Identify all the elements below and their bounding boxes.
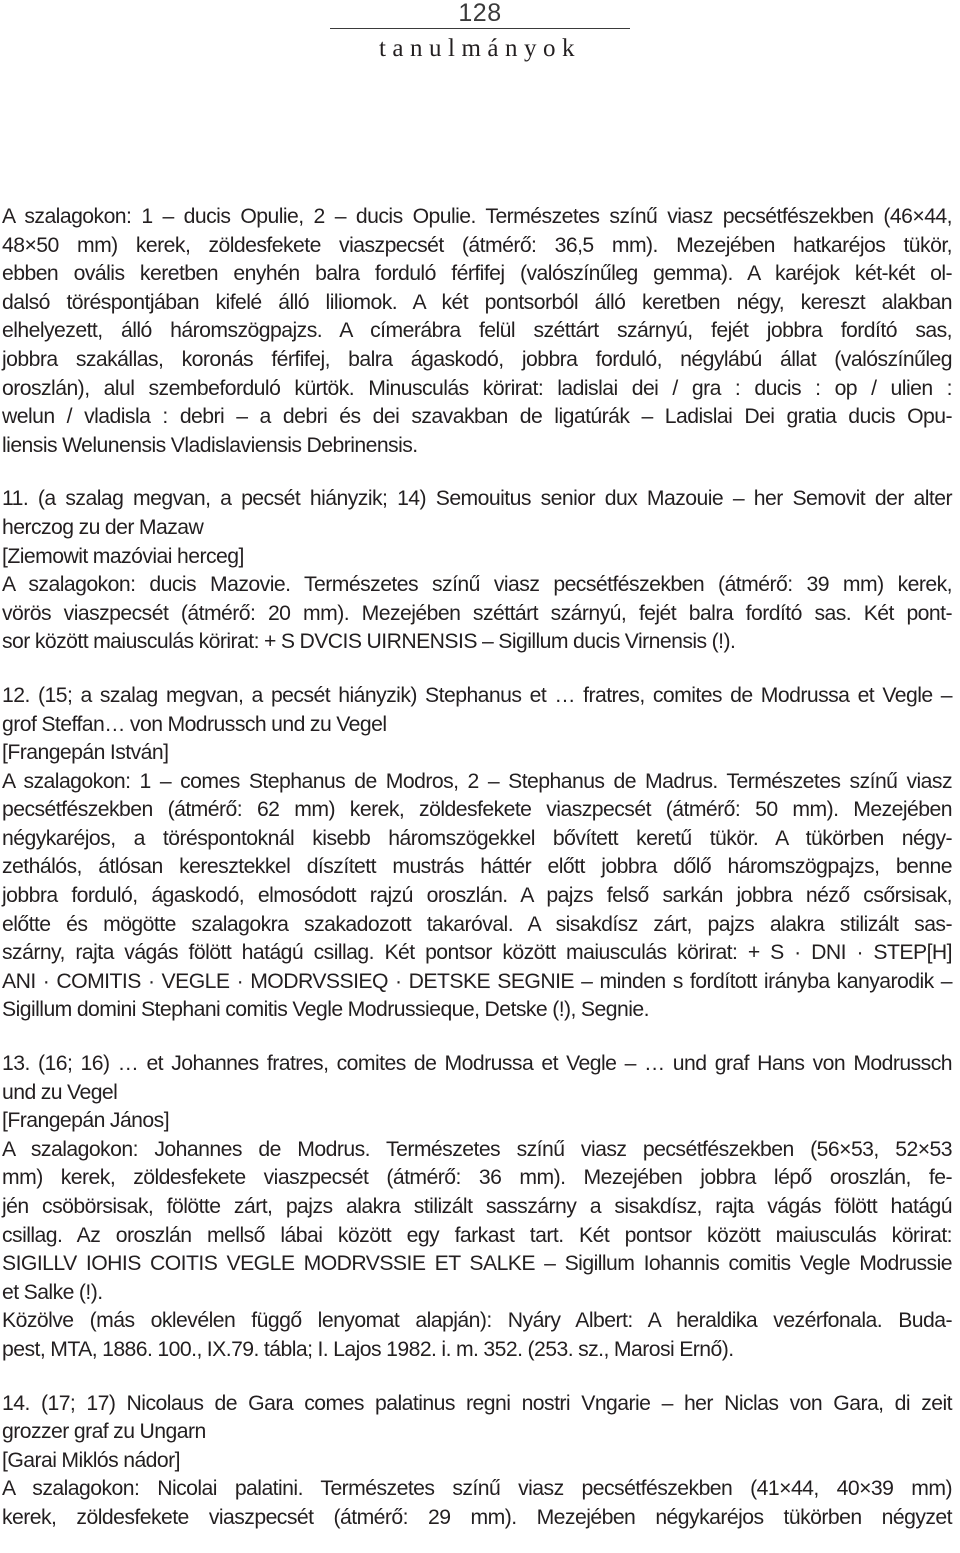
- text-line: oroszlán), alul szembeforduló kürtök. Minusculás körirat: ladislai dei / gra : ducis : op / ulien :: [2, 376, 952, 400]
- entry-identification: [Ziemowit mazóviai herceg]: [2, 544, 244, 568]
- text-line: A szalagokon: ducis Mazovie. Természetes színű viasz pecsétfészekben (átmérő: 39 mm) kerek,: [2, 573, 952, 597]
- entry-heading-line: grof Steffan… von Modrussch und zu Vegel: [2, 712, 387, 736]
- catalogue-entry-13: [2, 1050, 952, 1365]
- text-line: négykaréjos, a töréspontoknál kisebb háromszögekkel bővített keretű tükör. A tükörben négy-: [2, 826, 952, 850]
- entry-identification: [Frangepán István]: [2, 741, 169, 765]
- text-line: jén csöbörsisak, fölötte zárt, pajzs alakra stilizált sasszárny a sisakdísz, rajta vágás fölött hatágú: [2, 1195, 952, 1218]
- text-line: szárny, rajta vágás fölött hatágú csillag. Két pontsor között maiusculás körirat: + S · DNI · STEP[H]: [2, 941, 952, 965]
- entry-heading-line: grozzer graf zu Ungarn: [2, 1420, 206, 1444]
- text-line: jobbra szakállas, koronás férfifej, balra ágaskodó, jobbra forduló, négylábú állat (valószínűleg: [2, 347, 952, 371]
- entry-heading-line: 12. (15; a szalag megvan, a pecsét hiányzik) Stephanus et … fratres, comites de Modrussa et Vegle –: [2, 683, 952, 707]
- entry-heading-line: 13. (16; 16) … et Johannes fratres, comites de Modrussa et Vegle – … und graf Hans von Modrussch: [2, 1052, 952, 1076]
- text-line: A szalagokon: Nicolai palatini. Természetes színű viasz pecsétfészekben (41×44, 40×39 mm): [2, 1477, 952, 1501]
- text-line: elhelyezett, álló háromszögpajzs. A címerábra felül széttárt szárnyú, fejét jobbra fordító sas,: [2, 319, 952, 343]
- catalogue-entry-14: [2, 1390, 952, 1533]
- text-line: ebben ovális keretben enyhén balra forduló férfifej (valószínűleg gemma). A karéjok két-két ol-: [2, 262, 952, 286]
- entry-heading-line: 11. (a szalag megvan, a pecsét hiányzik; 14) Semouitus senior dux Mazouie – her Semovit der alter: [2, 487, 952, 511]
- entry-identification: [Garai Miklós nádor]: [2, 1448, 180, 1472]
- catalogue-entry-11: [2, 485, 952, 657]
- intro-paragraph: [2, 203, 952, 460]
- text-line: dalsó töréspontjában kifelé álló liliomok. A két pontsorból álló keretben négy, kereszt alakban: [2, 290, 952, 314]
- text-line: A szalagokon: Johannes de Modrus. Természetes színű viasz pecsétfészekben (56×53, 52×53: [2, 1137, 952, 1161]
- text-line: 48×50 mm) kerek, zöldesfekete viaszpecsét (átmérő: 36,5 mm). Mezejében hatkaréjos tükör,: [2, 233, 952, 257]
- text-line: mm) kerek, zöldesfekete viaszpecsét (átmérő: 36 mm). Mezejében jobbra lépő oroszlán, fe-: [2, 1166, 952, 1190]
- text-line: A szalagokon: 1 – ducis Opulie, 2 – ducis Opulie. Természetes színű viasz pecsétfészekben (46×44,: [2, 205, 952, 228]
- text-line: Sigillum domini Stephani comitis Vegle Modrussieque, Detske (!), Segnie.: [2, 998, 649, 1022]
- entry-heading-line: herczog zu der Mazaw: [2, 515, 204, 539]
- text-line: vörös viaszpecsét (átmérő: 20 mm). Mezejében széttárt szárnyú, fejét balra fordító sas. Két pont-: [2, 601, 952, 625]
- section-title: tanulmányok: [378, 35, 582, 62]
- text-line: kerek, zöldesfekete viaszpecsét (átmérő: 29 mm). Mezejében négykaréjos tükörben négyzet: [2, 1505, 952, 1529]
- entry-heading-line: und zu Vegel: [2, 1080, 118, 1104]
- text-line: ANI · COMITIS · VEGLE · MODRVSSIEQ · DETSKE SEGNIE – minden s fordított irányba kanyarodik –: [2, 969, 952, 993]
- text-line: jobbra forduló, ágaskodó, elmosódott rajzú oroszlán. A pajzs felső sarkán jobbra néző csőrsisak,: [2, 884, 952, 908]
- text-line: zethálós, átlósan keresztekkel díszített mustrás háttér előtt jobbra dőlő háromszögpajzs, benne: [2, 855, 952, 879]
- publication-note-line: Közölve (más oklevélen függő lenyomat alapján): Nyáry Albert: A heraldika vezérfonala. Buda-: [2, 1309, 952, 1333]
- text-line: sor között maiusculás körirat: + S DVCIS UIRNENSIS – Sigillum ducis Virnensis (!).: [2, 630, 736, 654]
- body-text: [2, 203, 952, 1533]
- text-line: pecsétfészekben (átmérő: 62 mm) kerek, zöldesfekete viaszpecsét (átmérő: 50 mm). Mezejében: [2, 798, 952, 822]
- text-line: welun / vladisla : debri – a debri és dei szavakban de ligatúrák – Ladislai Dei gratia ducis Opu-: [2, 405, 952, 429]
- entry-heading-line: 14. (17; 17) Nicolaus de Gara comes palatinus regni nostri Vngarie – her Niclas von Gara, di zeit: [2, 1391, 952, 1415]
- header-rule: [330, 28, 630, 29]
- publication-note-line: pest, MTA, 1886. 100., IX.79. tábla; I. Lajos 1982. i. m. 352. (253. sz., Marosi Ernő).: [2, 1337, 734, 1361]
- text-line: et Salke (!).: [2, 1280, 103, 1304]
- text-line: A szalagokon: 1 – comes Stephanus de Modros, 2 – Stephanus de Madrus. Természetes színű viasz: [2, 769, 952, 793]
- text-line: csillag. Az oroszlán mellső lábai között egy farkast tart. Két pontsor között maiusculás körirat:: [2, 1223, 952, 1247]
- text-line: előtte és mögötte szalagokra szakadozott takaróval. A sisakdísz zárt, pajzs alakra stilizált sas-: [2, 912, 952, 936]
- catalogue-entry-12: [2, 682, 952, 1025]
- text-line: liensis Welunensis Vladislaviensis Debrinensis.: [2, 433, 418, 457]
- text-line: SIGILLV IOHIS COITIS VEGLE MODRVSSIE ET SALKE – Sigillum Iohannis comitis Vegle Modrussie: [2, 1252, 952, 1276]
- running-header: [330, 0, 630, 63]
- entry-identification: [Frangepán János]: [2, 1109, 170, 1133]
- page-number: 128: [458, 0, 502, 27]
